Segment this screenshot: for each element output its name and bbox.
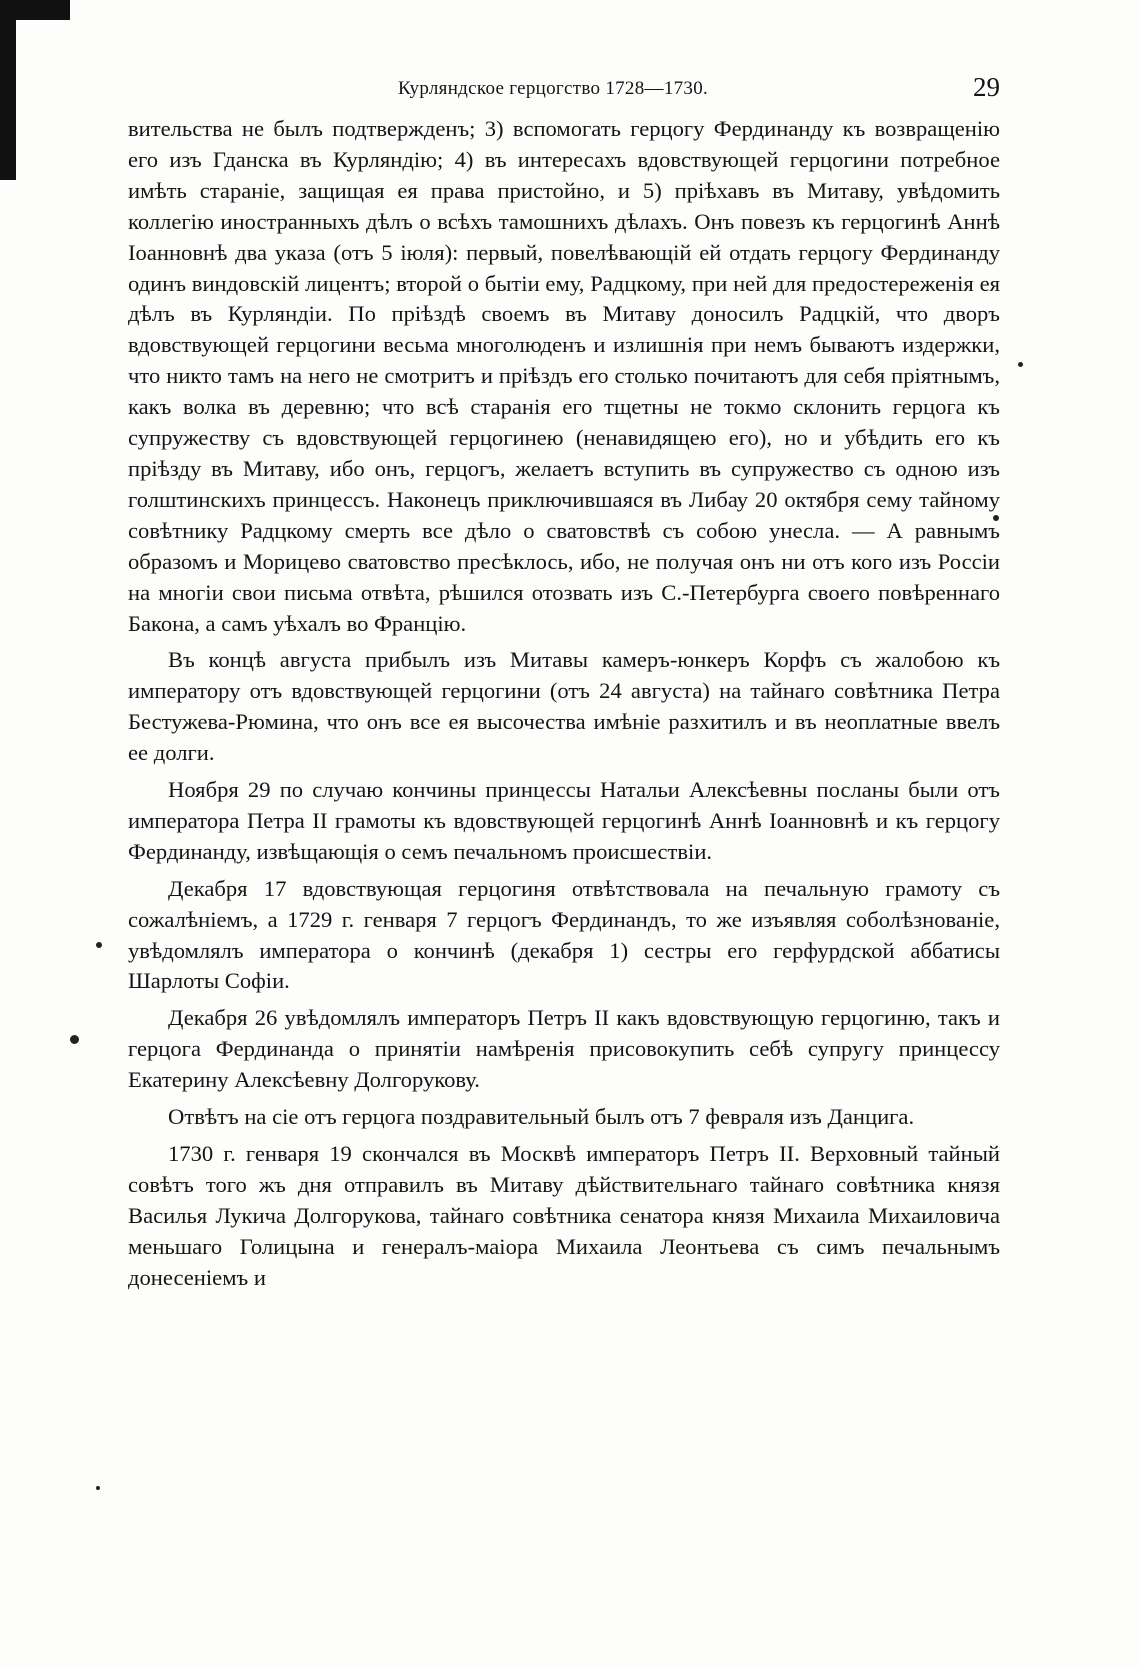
page-number: 29: [973, 72, 1000, 102]
paragraph: 1730 г. генваря 19 скончался въ Москвѣ императоръ Петръ II. Верховный тайный совѣтъ того жъ дня отправилъ въ Митаву дѣйствительнаго тайнаго совѣтника князя Василья Лукича Долгорукова, тайнаго совѣтника сенатора князя Михаила Михаиловича меньшаго Голицына и генералъ-маіора Михаила Леонтьева съ симъ печальнымъ донесеніемъ и: [128, 1141, 1000, 1290]
body-text: [128, 114, 1000, 1300]
paragraph: Ноября 29 по случаю кончины принцессы Натальи Алексѣевны посланы были отъ императора Петра II грамоты къ вдовствующей герцогинѣ Аннѣ Іоанновнѣ и къ герцогу Фердинанду, извѣщающія о семъ печальномъ происшествіи.: [128, 777, 1000, 864]
scan-speck: [96, 1486, 100, 1490]
running-title: Курляндское герцогство 1728—1730.: [398, 78, 709, 99]
running-head: [128, 72, 1000, 104]
scan-corner-artifact: [0, 0, 70, 20]
scan-speck: [1018, 362, 1023, 367]
paragraph: Декабря 17 вдовствующая герцогиня отвѣтствовала на печальную грамоту съ сожалѣніемъ, а 1729 г. генваря 7 герцогъ Фердинандъ, то же изъявляя соболѣзнованіе, увѣдомлялъ императора о кончинѣ (декабря 1) сестры его герфурдской аббатисы Шарлоты Софіи.: [128, 875, 1000, 994]
paragraph: Декабря 26 увѣдомлялъ императоръ Петръ II какъ вдовствующую герцогиню, такъ и герцога Фердинанда о принятіи намѣренія присовокупить себѣ супругу принцессу Екатерину Алексѣевну Долгорукову.: [128, 1005, 1000, 1093]
paragraph: Въ концѣ августа прибылъ изъ Митавы камеръ-юнкеръ Корфъ съ жалобою къ императору отъ вдовствующей герцогини (отъ 24 августа) на тайнаго совѣтника Петра Бестужева-Рюмина, что онъ все ея высочества имѣніе разхитилъ и въ неоплатные ввелъ ее долги.: [128, 647, 1000, 766]
scan-speck: [96, 942, 102, 948]
paragraph: Отвѣтъ на сіе отъ герцога поздравительный былъ отъ 7 февраля изъ Данцига.: [168, 1104, 915, 1130]
paragraph: вительства не былъ подтвержденъ; 3) вспомогать герцогу Фердинанду къ возвращенію его изъ Гданска въ Курляндію; 4) въ интересахъ вдовствующей герцогини потребное имѣть стараніе, защищая ея права пристойно, и 5) пріѣхавъ въ Митаву, увѣдомить коллегію иностранныхъ дѣлъ о всѣхъ тамошнихъ дѣлахъ. Онъ повезъ къ герцогинѣ Аннѣ Іоанновнѣ два указа (отъ 5 іюля): первый, повелѣвающій ей отдать герцогу Фердинанду одинъ виндовскій лицентъ; второй о бытіи ему, Радцкому, при ней для предостереженія ея дѣлъ въ Курляндіи. По пріѣздѣ своемъ въ Митаву доносилъ Радцкій, что дворъ вдовствующей герцогини весьма многолюденъ и излишнія при немъ бываютъ издержки, что никто тамъ на него не смотритъ и пріѣздъ его столько почитаютъ для себя пріятнымъ, какъ волка въ деревню; что всѣ старанія его тщетны не токмо склонить герцога къ супружеству съ вдовствующей герцогинею (ненавидящею его), но и убѣдить его къ пріѣзду въ Митаву, ибо онъ, герцогъ, желаетъ вступить въ супружество съ одною изъ голштинскихъ принцессъ. Наконецъ приключившаяся въ Либау 20 октября сему тайному совѣтнику Радцкому смерть все дѣло о сватовствѣ съ собою унесла. — А равнымъ образомъ и Морицево сватовство пресѣклось, ибо, не получая онъ ни отъ кого изъ Россіи на многіи свои письма отвѣта, рѣшился отозвать изъ С.-Петербурга своего повѣреннаго Бакона, а самъ уѣхалъ во Францію.: [128, 116, 1000, 636]
scan-speck: [70, 1035, 79, 1044]
scan-edge-artifact: [0, 0, 16, 180]
